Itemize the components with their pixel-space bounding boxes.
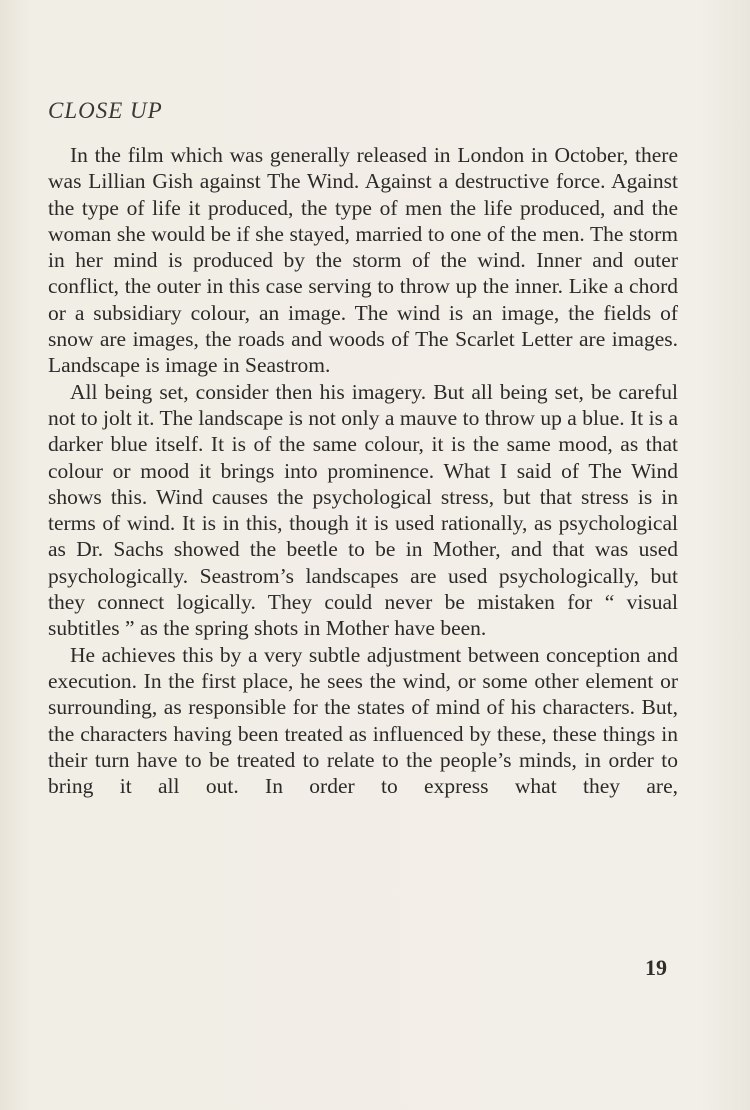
body-text xyxy=(48,142,678,799)
page-number: 19 xyxy=(645,955,667,980)
paragraph-3: He achieves this by a very subtle adjustment between conception and execution. In the first place, he sees the wind, or some other element or surrounding, as responsible for the states of mind of his characters. But, the characters having been treated as influenced by these, these things in their turn have to be treated to relate to the people’s minds, in order to bring it all out. In order to express what they are, xyxy=(48,642,678,799)
paragraph-2: All being set, consider then his imagery. But all being set, be careful not to jolt it. The landscape is not only a mauve to throw up a blue. It is a darker blue itself. It is of the same colour, it is the same mood, as that colour or mood it brings into prominence. What I said of The Wind shows this. Wind causes the psychological stress, but that stress is in terms of wind. It is in this, though it is used rationally, as psychological as Dr. Sachs showed the beetle to be in Mother, and that was used psychologically. Seastrom’s landscapes are used psychologically, but they connect logically. They could never be mistaken for “ visual subtitles ” as the spring shots in Mother have been. xyxy=(48,379,678,641)
paragraph-1: In the film which was generally released in London in October, there was Lillian Gish against The Wind. Against a destructive force. Against the type of life it produced, the type of men the life produced, and the woman she would be if she stayed, married to one of the men. The storm in her mind is produced by the storm of the wind. Inner and outer conflict, the outer in this case serving to throw up the inner. Like a chord or a subsidiary colour, an image. The wind is an image, the fields of snow are images, the roads and woods of The Scarlet Letter are images. Landscape is image in Seastrom. xyxy=(48,143,678,378)
running-head: CLOSE UP xyxy=(48,98,163,123)
